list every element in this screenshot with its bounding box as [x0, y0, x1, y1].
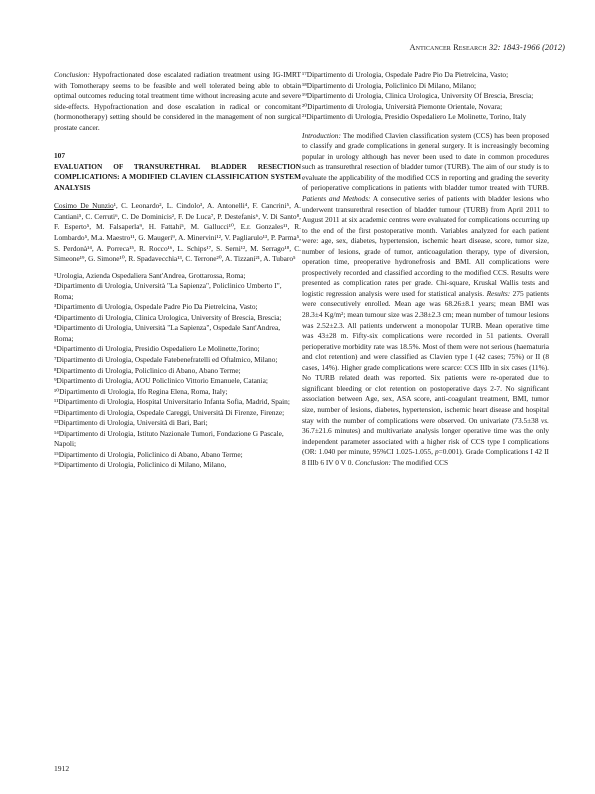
affiliation-item: ¹⁰Dipartimento di Urologia, Ifo Regina Elena, Roma, Italy; — [54, 386, 228, 396]
methods-label: Patients and Methods: — [302, 194, 371, 204]
affiliation-list-left — [54, 271, 301, 471]
right-column — [302, 70, 549, 468]
results-label: Results: — [486, 288, 511, 298]
vs-label: vs. — [541, 415, 549, 425]
page-number: 1912 — [54, 764, 70, 773]
author-list — [54, 201, 301, 264]
affiliation-item: ¹¹Dipartimento di Urologia, Hospital Universitario Infanta Sofia, Madrid, Spain; — [54, 397, 290, 407]
abstract-title: EVALUATION OF TRANSURETHRAL BLADDER RESECTION COMPLICATIONS: A MODIFIED CLAVIEN CLASSIFICATION SYSTEM ANALYSIS — [54, 161, 301, 192]
affiliation-item: ¹⁸Dipartimento di Urologia, Policlinico Di Milano, Milano; — [302, 80, 477, 90]
results-text: 36.7±21.6 minutes) and multivariate analysis longer operative time was the only independent parameter associated with a higher risk of CCS type I complications (OR: 1.040 per minute, 95%CI 1.025-1.055, — [302, 426, 549, 457]
prev-conclusion-text: Hypofractionated dose escalated radiation treatment using IG-IMRT with Tomotherapy seems to be feasible and well tolerated being able to obtain optimal outcomes reducing total treatment time without increasing acute and severe side-effects. Hypofractionation and dose escalation in radical or concomitant (hormonotherapy) setting should be considered in the management of non surgical prostate cancer. — [54, 70, 301, 132]
abstract-body — [302, 131, 549, 469]
affiliation-item: ²⁰Dipartimento di Urologia, Università Piemonte Orientale, Novara; — [302, 101, 503, 111]
affiliation-item: ⁸Dipartimento di Urologia, Policlinico di Abano, Abano Terme; — [54, 365, 241, 375]
results-text: 275 patients were consecutively enrolled. Mean age was 68.26±8.1 years; mean BMI was 28.3±4 Kg/m²; mean tumour size was 2.38±2.3 cm; mean number of tumour lesions was 2.52±2.3. All patients underwent a monopolar TURB. Mean operative time was 43±28 m. Fifty-six complications were recorded in 51 patients. Overall perioperative morbidity rate was 18.5%. Most of them were not serious (haematuria and clot retention) and were classified as Clavien type I (42 cases; 75%) or II (8 cases, 14%). Higher grade complications were scarce: CCS IIIb in six cases (11%). No TURB related death was reported. Six patients were re-operated due to significant bleeding or clot retention on postoperative days 2-7. No significant association between Age, sex, ASA score, anti-coagulant treatment, BMI, tumor size, number of lesions, diabetes, hypertension, ischemic heart disease and hospital stay with the number of complications were observed. On univariate (73.5±38 — [302, 288, 549, 425]
presenting-author: Cosimo De Nunzio — [54, 201, 114, 211]
intro-text: The modified Clavien classification system (CCS) has been proposed to classify and grade complications in general surgery. It is increasingly becoming popular in urology although has never been used to date in common procedures such as transurethral resection of bladder tumor (TURB). The aim of our study is to evaluate the applicability of the modified CCS in reporting and grading the severity of perioperative complications in patients with bladder tumor treated with TURB. — [302, 130, 549, 193]
methods-text: A consecutive series of patients with bladder lesions who underwent transurethral resection of bladder tumour (TURB) from April 2011 to August 2011 at six academic centres were evaluated for complications occurring up to the end of the first postoperative month. Variables analyzed for each patient were: age, sex, diabetes, hypertension, ischemic heart disease, score, tumor size, number of lesions, grade of tumor, anticoagulation therapy, type of diversion, operation time, preoperative hydronefrosis and BMI. All complications were prospectively recorded and classified according to the modified CCS. Results were presented as complication rates per grade. Chi-square, Kruskal Wallis tests and logistic regression analysis were used for statistical analysis. — [302, 194, 549, 298]
conclusion-label: Conclusion: — [355, 457, 391, 467]
intro-label: Introduction: — [302, 130, 341, 140]
results-text: =0.001). Grade Complications I 42 II 8 IIIb 6 IV 0 V 0. — [302, 447, 549, 467]
conclusion-text: The modified CCS — [390, 457, 449, 467]
affiliation-item: ⁹Dipartimento di Urologia, AOU Policlinico Vittorio Emanuele, Catania; — [54, 376, 268, 386]
affiliation-item: ⁷Dipartimento di Urologia, Ospedale Fatebenefratelli ed Oftalmico, Milano; — [54, 354, 278, 364]
affiliation-item: ¹³Dipartimento di Urologia, Università di Bari, Bari; — [54, 418, 208, 428]
affiliation-item: ²¹Dipartimento di Urologia, Presidio Ospedaliero Le Molinette, Torino, Italy — [302, 112, 527, 122]
affiliation-item: ⁵Dipartimento di Urologia, Università "La Sapienza", Ospedale Sant'Andrea, Roma; — [54, 323, 281, 343]
affiliation-item: ¹⁴Dipartimento di Urologia, Istituto Nazionale Tumori, Fondazione G Pascale, Napoli; — [54, 428, 284, 449]
journal-name: Anticancer Research — [409, 43, 487, 52]
affiliation-item: ²Dipartimento di Urologia, Università "La Sapienza", Policlinico Umberto I", Roma; — [54, 281, 282, 301]
authors-rest: ¹, C. Leonardo², L. Cindolo³, A. Antonelli⁴, F. Cancrini⁵, A. Cantiani⁵, C. Cerruti⁶, C. De Dominicis², F. De Luca⁷, P. Destefanis⁶, V. Di Santo⁸, F. Esperto⁵, M. Falsaperla⁹, H. Fattahi⁵, M. Gallucci¹⁰, E.r. Gonzales¹¹, R. Lombardo⁵, M.a. Maestro¹¹, G. Maugeri⁹, A. Minervini¹², V. Pagliarulo¹³, P. Parma⁵, S. Perdonà¹⁴, A. Porreca¹⁵, R. Rocco¹⁶, L. Schips¹⁷, S. Serni¹², M. Serrago¹⁸, C. Simeone¹⁹, G. Simone¹⁰, R. Spadavecchia¹³, C. Terrone²⁰, A. Tizzani²¹, A. Tubaro⁵ — [54, 201, 301, 264]
affiliation-item: ¹⁷Dipartimento di Urologia, Ospedale Padre Pio Da Pietrelcina, Vasto; — [302, 70, 509, 79]
affiliation-item: ⁶Dipartimento di Urologia, Presidio Ospedaliero Le Molinette,Torino; — [54, 344, 260, 354]
affiliation-item: ¹Urologia, Azienda Ospedaliera Sant'Andrea, Grottarossa, Roma; — [54, 270, 246, 280]
affiliation-item: ¹²Dipartimento di Urologia, Ospedale Careggi, Università Di Firenze, Firenze; — [54, 407, 285, 417]
affiliation-item: ¹⁹Dipartimento di Urologia, Clinica Urologica, University Of Brescia, Brescia; — [302, 91, 534, 101]
affiliation-item: ³Dipartimento di Urologia, Ospedale Padre Pio Da Pietrelcina, Vasto; — [54, 302, 258, 312]
p-label: p — [434, 447, 439, 457]
prev-conclusion-label: Conclusion: — [54, 70, 90, 79]
affiliation-item: ¹⁶Dipartimento di Urologia, Policlinico di Milano, Milano, — [54, 460, 227, 470]
journal-volume: 32: 1843-1966 (2012) — [489, 43, 565, 52]
affiliation-item: ⁴Dipartimento di Urologia, Clinica Urologica, University of Brescia, Brescia; — [54, 312, 282, 322]
affiliation-list-right — [302, 70, 549, 123]
left-column — [54, 70, 301, 471]
abstract-number: 107 — [54, 151, 66, 161]
running-header — [0, 43, 565, 52]
affiliation-item: ¹⁵Dipartimento di Urologia, Policlinico di Abano, Abano Terme; — [54, 449, 243, 459]
prev-conclusion — [54, 70, 301, 133]
